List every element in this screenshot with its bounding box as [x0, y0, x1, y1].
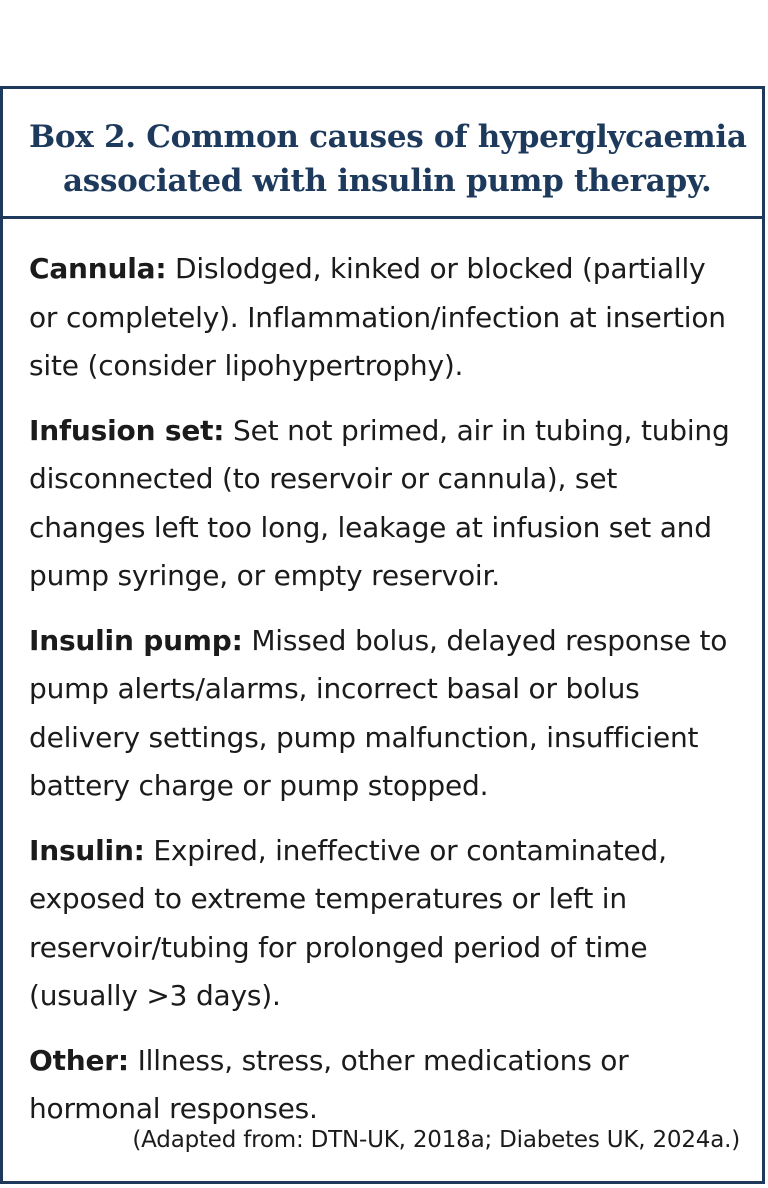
entry-other — [29, 1037, 742, 1134]
entry-text: Dislodged, kinked or blocked (partially or completely). Inflammation/infection at insertion site (consider lipohypertrophy). — [29, 252, 726, 382]
entry-term: Infusion set: — [29, 413, 225, 447]
entry-term: Insulin pump: — [29, 623, 243, 657]
entry-term: Insulin: — [29, 833, 145, 867]
box-body — [3, 219, 762, 1134]
entry-term: Other: — [29, 1043, 129, 1077]
box-title-line-2: associated with insulin pump therapy. — [63, 163, 712, 199]
info-box — [0, 86, 765, 1184]
entry-insulin — [29, 827, 742, 1021]
box-header — [3, 89, 762, 219]
entry-text: Illness, stress, other medications or hormonal responses. — [29, 1043, 629, 1125]
entry-cannula — [29, 245, 742, 391]
box-title — [29, 115, 752, 203]
entry-term: Cannula: — [29, 252, 167, 285]
source-citation: (Adapted from: DTN-UK, 2018a; Diabetes UK, 2024a.) — [132, 1127, 740, 1153]
entry-text: Expired, ineffective or contaminated, exposed to extreme temperatures or left in reservoir/tubing for prolonged period of time (usually >3 days). — [29, 833, 667, 1012]
entry-text: Set not primed, air in tubing, tubing disconnected (to reservoir or cannula), set changes left too long, leakage at infusion set and pump syringe, or empty reservoir. — [29, 413, 730, 592]
entry-text: Missed bolus, delayed response to pump alerts/alarms, incorrect basal or bolus delivery settings, pump malfunction, insufficient battery charge or pump stopped. — [29, 623, 728, 802]
entry-infusion-set — [29, 407, 742, 601]
entry-insulin-pump — [29, 617, 742, 811]
box-title-line-1: Box 2. Common causes of hyperglycaemia — [29, 119, 747, 155]
